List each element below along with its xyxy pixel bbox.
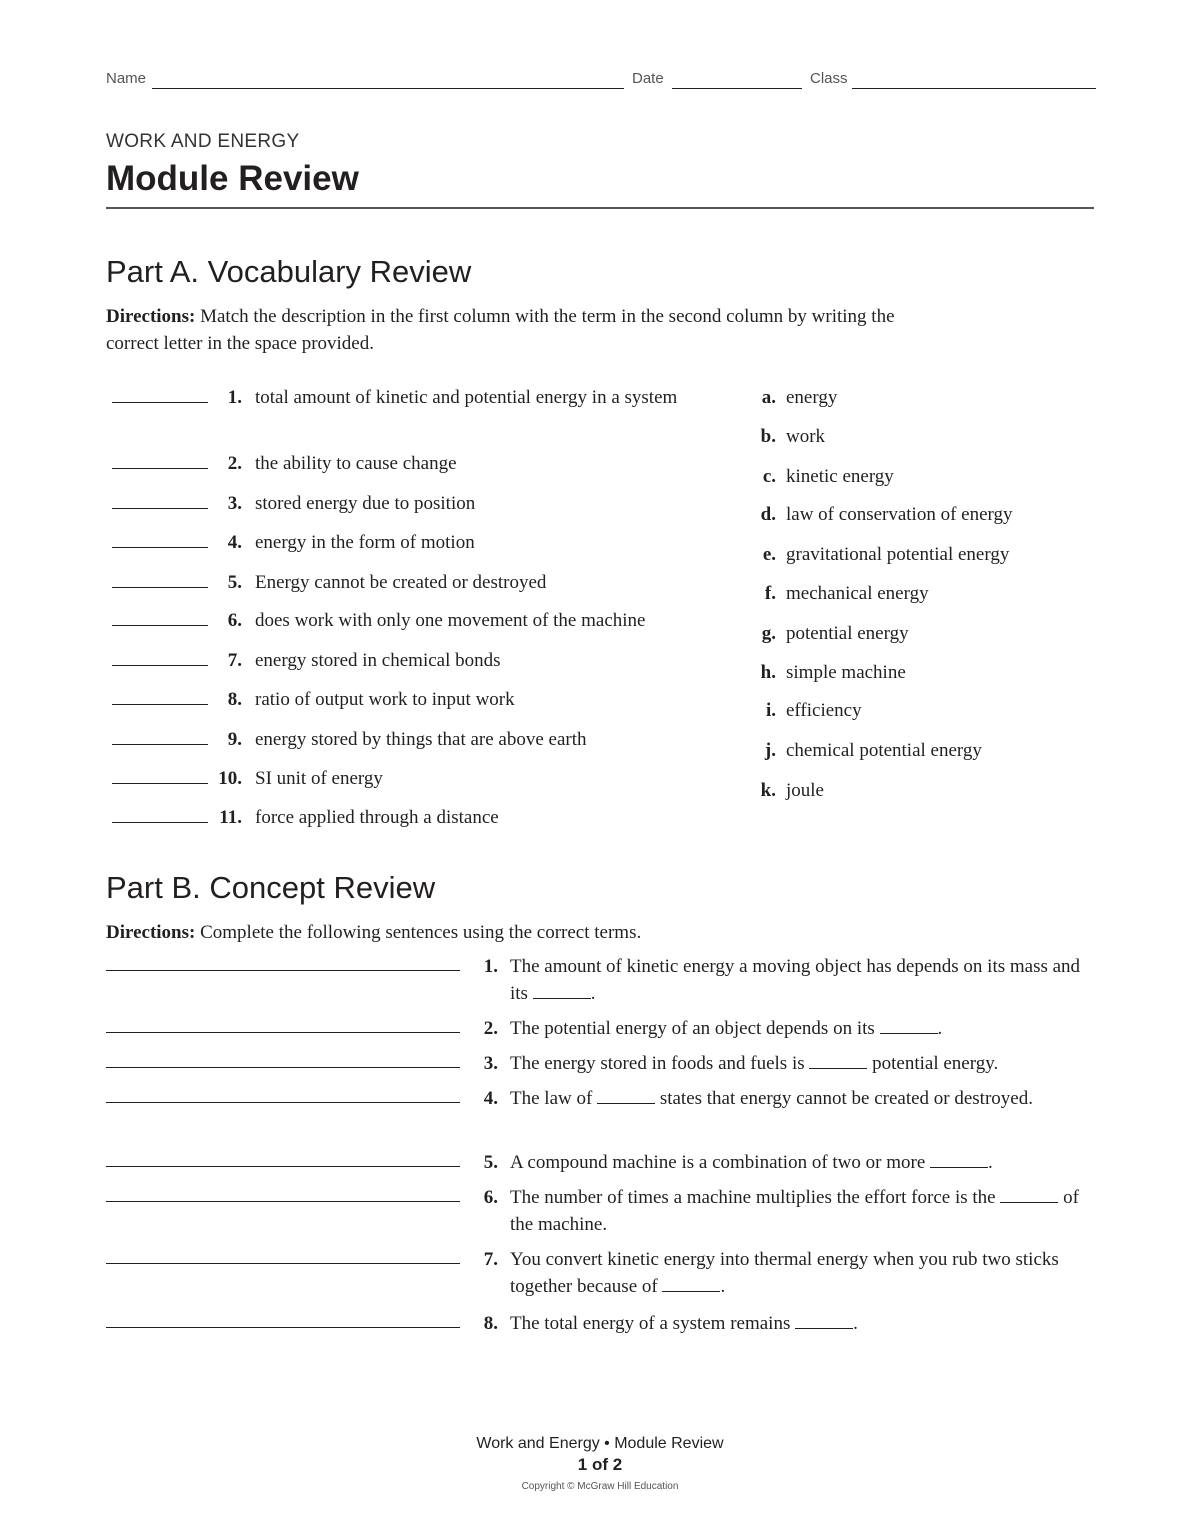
sentence-start: The law of: [510, 1088, 598, 1109]
term-text: joule: [786, 780, 824, 801]
sentence-end: .: [853, 1313, 858, 1334]
answer-blank[interactable]: [112, 547, 208, 548]
inline-blank: [880, 1019, 938, 1034]
item-description: energy in the form of motion: [255, 532, 475, 553]
term-letter: j.: [764, 740, 776, 761]
part-b-title: Part B. Concept Review: [106, 870, 436, 905]
sentence-end: states that energy cannot be created or destroyed.: [655, 1088, 1033, 1109]
item-sentence: [510, 1149, 1100, 1176]
inline-blank: [930, 1153, 988, 1168]
term-text: gravitational potential energy: [786, 544, 1010, 565]
item-sentence: [510, 1015, 1100, 1042]
term-text: efficiency: [786, 700, 862, 721]
term-text: chemical potential energy: [786, 740, 982, 761]
answer-blank[interactable]: [106, 1032, 460, 1033]
item-sentence: [510, 953, 1100, 1007]
item-number: 5.: [227, 572, 242, 593]
term-letter: e.: [762, 544, 776, 565]
sentence-start: The total energy of a system remains: [510, 1313, 796, 1334]
answer-blank[interactable]: [112, 822, 208, 823]
item-description: total amount of kinetic and potential energy in a system: [255, 387, 678, 408]
term-item: [752, 777, 824, 805]
item-description: energy stored in chemical bonds: [255, 650, 501, 671]
inline-blank: [662, 1277, 720, 1292]
term-letter: k.: [760, 780, 776, 801]
answer-blank[interactable]: [112, 744, 208, 745]
part-b-directions-text: Complete the following sentences using the correct terms.: [195, 922, 642, 943]
term-item: [752, 384, 837, 412]
term-text: simple machine: [786, 662, 906, 683]
item-number: 8.: [483, 1313, 498, 1334]
page-title: Module Review: [106, 159, 359, 198]
term-letter: a.: [761, 387, 776, 408]
term-text: work: [786, 426, 826, 447]
term-item: [752, 697, 862, 725]
student-info-header: [106, 68, 1096, 92]
item-number: 7.: [483, 1249, 498, 1270]
inline-blank: [795, 1314, 853, 1329]
answer-blank[interactable]: [106, 970, 460, 971]
name-label: Name: [106, 70, 147, 87]
date-label: Date: [632, 70, 664, 87]
term-item: [752, 737, 982, 765]
page-footer: [0, 1435, 1200, 1492]
part-a-title: Part A. Vocabulary Review: [106, 254, 472, 289]
term-letter: g.: [761, 623, 776, 644]
term-item: [752, 659, 906, 687]
term-letter: h.: [760, 662, 776, 683]
term-item: [752, 423, 825, 451]
page-number: 1 of 2: [577, 1455, 623, 1474]
class-label: Class: [810, 70, 848, 87]
part-a-directions: [106, 303, 936, 357]
inline-blank: [597, 1089, 655, 1104]
sentence-start: The potential energy of an object depends on its: [510, 1018, 880, 1039]
item-description: energy stored by things that are above earth: [255, 729, 587, 750]
sentence-start: A compound machine is a combination of two or more: [510, 1152, 931, 1173]
item-description: SI unit of energy: [255, 768, 383, 789]
item-number: 7.: [227, 650, 242, 671]
answer-blank[interactable]: [112, 625, 208, 626]
item-sentence: [510, 1310, 1100, 1337]
item-number: 2.: [227, 453, 242, 474]
item-sentence: [510, 1246, 1100, 1300]
answer-blank[interactable]: [112, 402, 208, 403]
sentence-end: of the machine.: [510, 1187, 1079, 1235]
sentence-end: potential energy.: [867, 1053, 999, 1074]
part-b-directions: [106, 919, 641, 946]
term-letter: b.: [760, 426, 776, 447]
answer-blank[interactable]: [106, 1327, 460, 1328]
answer-blank[interactable]: [112, 665, 208, 666]
answer-blank[interactable]: [112, 508, 208, 509]
item-description: the ability to cause change: [255, 453, 457, 474]
term-item: [752, 620, 909, 648]
item-description: does work with only one movement of the machine: [255, 610, 646, 631]
term-letter: f.: [764, 583, 776, 604]
name-field-line[interactable]: [152, 88, 624, 89]
term-text: energy: [786, 387, 838, 408]
item-sentence: [510, 1184, 1100, 1238]
term-item: [752, 580, 929, 608]
answer-blank[interactable]: [112, 468, 208, 469]
answer-blank[interactable]: [112, 783, 208, 784]
answer-blank[interactable]: [106, 1201, 460, 1202]
answer-blank[interactable]: [112, 587, 208, 588]
sentence-end: .: [590, 983, 596, 1004]
sentence-end: .: [937, 1018, 943, 1039]
inline-blank: [1000, 1188, 1058, 1203]
sentence-end: .: [988, 1152, 993, 1173]
item-number: 4.: [483, 1088, 498, 1109]
term-text: mechanical energy: [786, 583, 929, 604]
sentence-end: .: [720, 1276, 726, 1297]
item-number: 3.: [227, 493, 242, 514]
term-item: [752, 541, 1009, 569]
sentence-start: The amount of kinetic energy a moving object has depends on its mass and its: [510, 956, 1081, 1004]
item-number: 4.: [227, 532, 242, 553]
part-a-directions-text: Match the description in the first column with the term in the second column by writing the correct letter in the space provided.: [106, 306, 895, 354]
inline-blank: [809, 1054, 867, 1069]
item-number: 1.: [227, 387, 242, 408]
item-number: 6.: [483, 1187, 498, 1208]
item-description: force applied through a distance: [255, 807, 499, 828]
copyright: Copyright © McGraw Hill Education: [521, 1481, 679, 1492]
term-text: kinetic energy: [786, 466, 894, 487]
item-sentence: [510, 1085, 1100, 1112]
item-number: 3.: [483, 1053, 498, 1074]
footer-title: Work and Energy • Module Review: [476, 1435, 724, 1452]
term-item: [752, 463, 894, 491]
date-field-line[interactable]: [672, 88, 802, 89]
sentence-start: You convert kinetic energy into thermal energy when you rub two sticks together because of: [510, 1249, 1059, 1297]
answer-blank[interactable]: [106, 1102, 460, 1103]
item-description: ratio of output work to input work: [255, 689, 515, 710]
term-letter: c.: [762, 466, 776, 487]
answer-blank[interactable]: [112, 704, 208, 705]
sentence-start: The energy stored in foods and fuels is: [510, 1053, 810, 1074]
item-sentence: [510, 1050, 1100, 1077]
item-number: 2.: [483, 1018, 498, 1039]
item-description: Energy cannot be created or destroyed: [255, 572, 547, 593]
item-number: 8.: [227, 689, 242, 710]
item-number: 10.: [218, 768, 242, 789]
term-letter: i.: [765, 700, 776, 721]
item-number: 6.: [227, 610, 242, 631]
answer-blank[interactable]: [106, 1166, 460, 1167]
title-divider: [106, 207, 1094, 209]
item-number: 11.: [219, 807, 242, 828]
sentence-start: The number of times a machine multiplies the effort force is the: [510, 1187, 1001, 1208]
term-letter: d.: [760, 504, 776, 525]
item-number: 1.: [483, 956, 498, 977]
answer-blank[interactable]: [106, 1263, 460, 1264]
term-text: potential energy: [786, 623, 909, 644]
class-field-line[interactable]: [852, 88, 1096, 89]
part-a-directions-label: Directions:: [106, 306, 196, 327]
item-description: stored energy due to position: [255, 493, 476, 514]
module-kicker: WORK AND ENERGY: [106, 131, 300, 152]
item-number: 9.: [227, 729, 242, 750]
inline-blank: [533, 984, 591, 999]
term-text: law of conservation of energy: [786, 504, 1013, 525]
answer-blank[interactable]: [106, 1067, 460, 1068]
item-number: 5.: [483, 1152, 498, 1173]
term-item: [752, 501, 1013, 529]
part-b-directions-label: Directions:: [106, 922, 196, 943]
